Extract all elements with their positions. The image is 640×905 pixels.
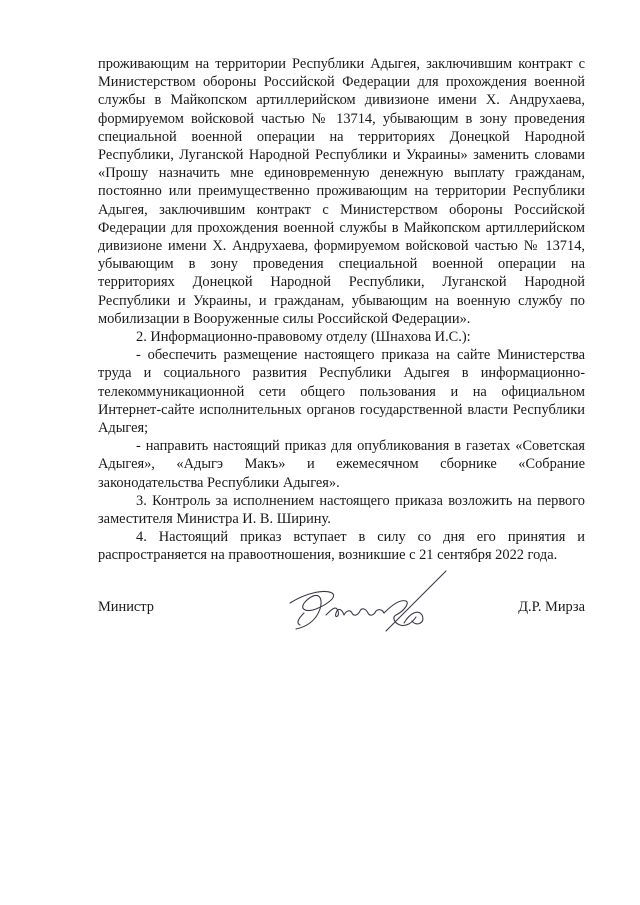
- handwritten-signature: [276, 565, 456, 635]
- paragraph-2: 2. Информационно-правовому отделу (Шнахова И.С.):: [136, 329, 471, 346]
- paragraph-1: проживающим на территории Республики Адыгея, заключившим контракт с Министерством обороны Российской Федерации для прохождения военной службы в Майкопском артиллерийском дивизионе имени Х. Андрухаева, формируемом войсковой частью № 13714, убывающим в зону проведения специальной военной операции на территориях Донецкой Народной Республики, Луганской Народной Республики и Украины» заменить словами «Прошу назначить мне единовременную денежную выплату гражданам, постоянно или преимущественно проживающим на территории Республики Адыгея, заключившим контракт с Министерством обороны Российской Федерации для прохождения военной службы в Майкопском артиллерийском дивизионе имени Х. Андрухаева, формируемом войсковой частью № 13714, убывающим в зону проведения специальной военной операции на территориях Донецкой Народной Республики, Луганской Народной Республики и Украины, и гражданам, убывающим на военную службу по мобилизации в Вооруженные силы Российской Федерации».: [98, 56, 585, 327]
- paragraph-4: - направить настоящий приказ для опубликования в газетах «Советская Адыгея», «Адыгэ Макъ» и ежемесячном сборнике «Собрание законодательства Республики Адыгея».: [98, 438, 585, 491]
- document-body: [98, 55, 585, 565]
- signature-block: [98, 565, 585, 645]
- paragraph-5: 3. Контроль за исполнением настоящего приказа возложить на первого заместителя Министра И. В. Ширину.: [98, 492, 585, 528]
- paragraph-3: - обеспечить размещение настоящего приказа на сайте Министерства труда и социального развития Республики Адыгея в информационно-телекоммуникационной сети общего пользования и на официальном Интернет-сайте исполнительных органов государственной власти Республики Адыгея;: [98, 347, 585, 437]
- signatory-title: Министр: [98, 599, 154, 615]
- signatory-name: Д.Р. Мирза: [518, 599, 585, 615]
- paragraph-6: 4. Настоящий приказ вступает в силу со дня его принятия и распространяется на правоотношения, возникшие с 21 сентября 2022 года.: [98, 529, 585, 564]
